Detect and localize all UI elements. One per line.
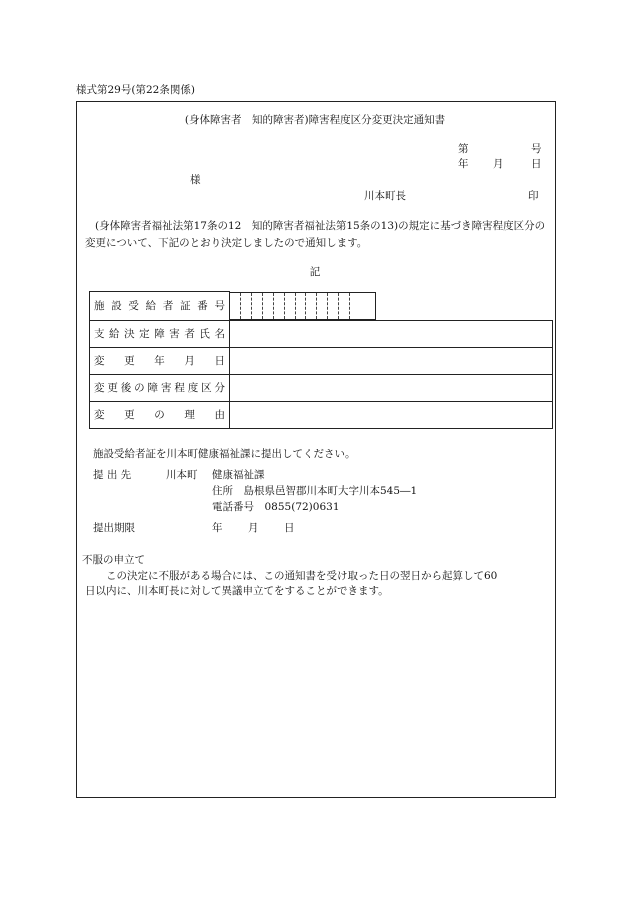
table-row [90,374,553,401]
number-dai: 第 [458,143,469,155]
row-label-change-date: 変更年月日 [90,347,230,374]
document-title: (身体障害者 知的障害者)障害程度区分変更決定通知書 [184,114,446,126]
table-row [90,320,553,347]
submit-to-label: 提 出 先 [93,469,132,481]
body-text: (身体障害者福祉法第17条の12 知的障害者福祉法第15条の13)の規定に基づき障害程度区分の変更について、下記のとおり決定しましたので通知します。 [85,220,546,249]
deadline-month: 月 [248,522,259,534]
table-row [90,292,553,321]
submit-to-phone: 電話番号 0855(72)0631 [212,501,340,513]
submit-note: 施設受給者証を川本町健康福祉課に提出してください。 [93,448,356,460]
row-label-new-level: 変更後の障害程度区分 [90,374,230,401]
table-row [90,401,553,428]
submit-to-dept: 健康福祉課 [212,469,265,481]
date-month: 月 [493,158,504,170]
change-reason-field[interactable] [230,401,553,428]
number-go: 号 [531,143,542,155]
recipient-name-field[interactable] [230,320,553,347]
row-label-certificate-number: 施設受給者証番号 [90,292,230,321]
change-date-field[interactable] [230,347,553,374]
submit-to-org: 川本町 [166,469,198,481]
form-number: 様式第29号(第22条関係) [76,84,195,96]
submit-to-address: 住所 島根県邑智郡川本町大字川本545―1 [212,485,418,497]
deadline-label: 提出期限 [93,522,135,534]
appeal-text-line1: この決定に不服がある場合には、この通知書を受け取った日の翌日から起算して60 [106,570,498,582]
seal-mark: 印 [528,190,539,202]
row-label-change-reason: 変更の理由 [90,401,230,428]
info-table [89,291,553,429]
new-level-field[interactable] [230,374,553,401]
table-row [90,347,553,374]
appeal-text-line2: 日以内に、川本町長に対して異議申立てをすることができます。 [85,585,389,597]
date-day: 日 [531,158,542,170]
date-year: 年 [458,158,469,170]
addressee-suffix: 様 [190,174,201,186]
sender-name: 川本町長 [364,190,406,202]
row-label-recipient-name: 支給決定障害者氏名 [90,320,230,347]
certificate-number-boxes [230,292,553,321]
deadline-day: 日 [284,522,295,534]
deadline-year: 年 [212,522,223,534]
appeal-heading: 不服の申立て [82,554,145,566]
ki-mark: 記 [309,266,321,278]
